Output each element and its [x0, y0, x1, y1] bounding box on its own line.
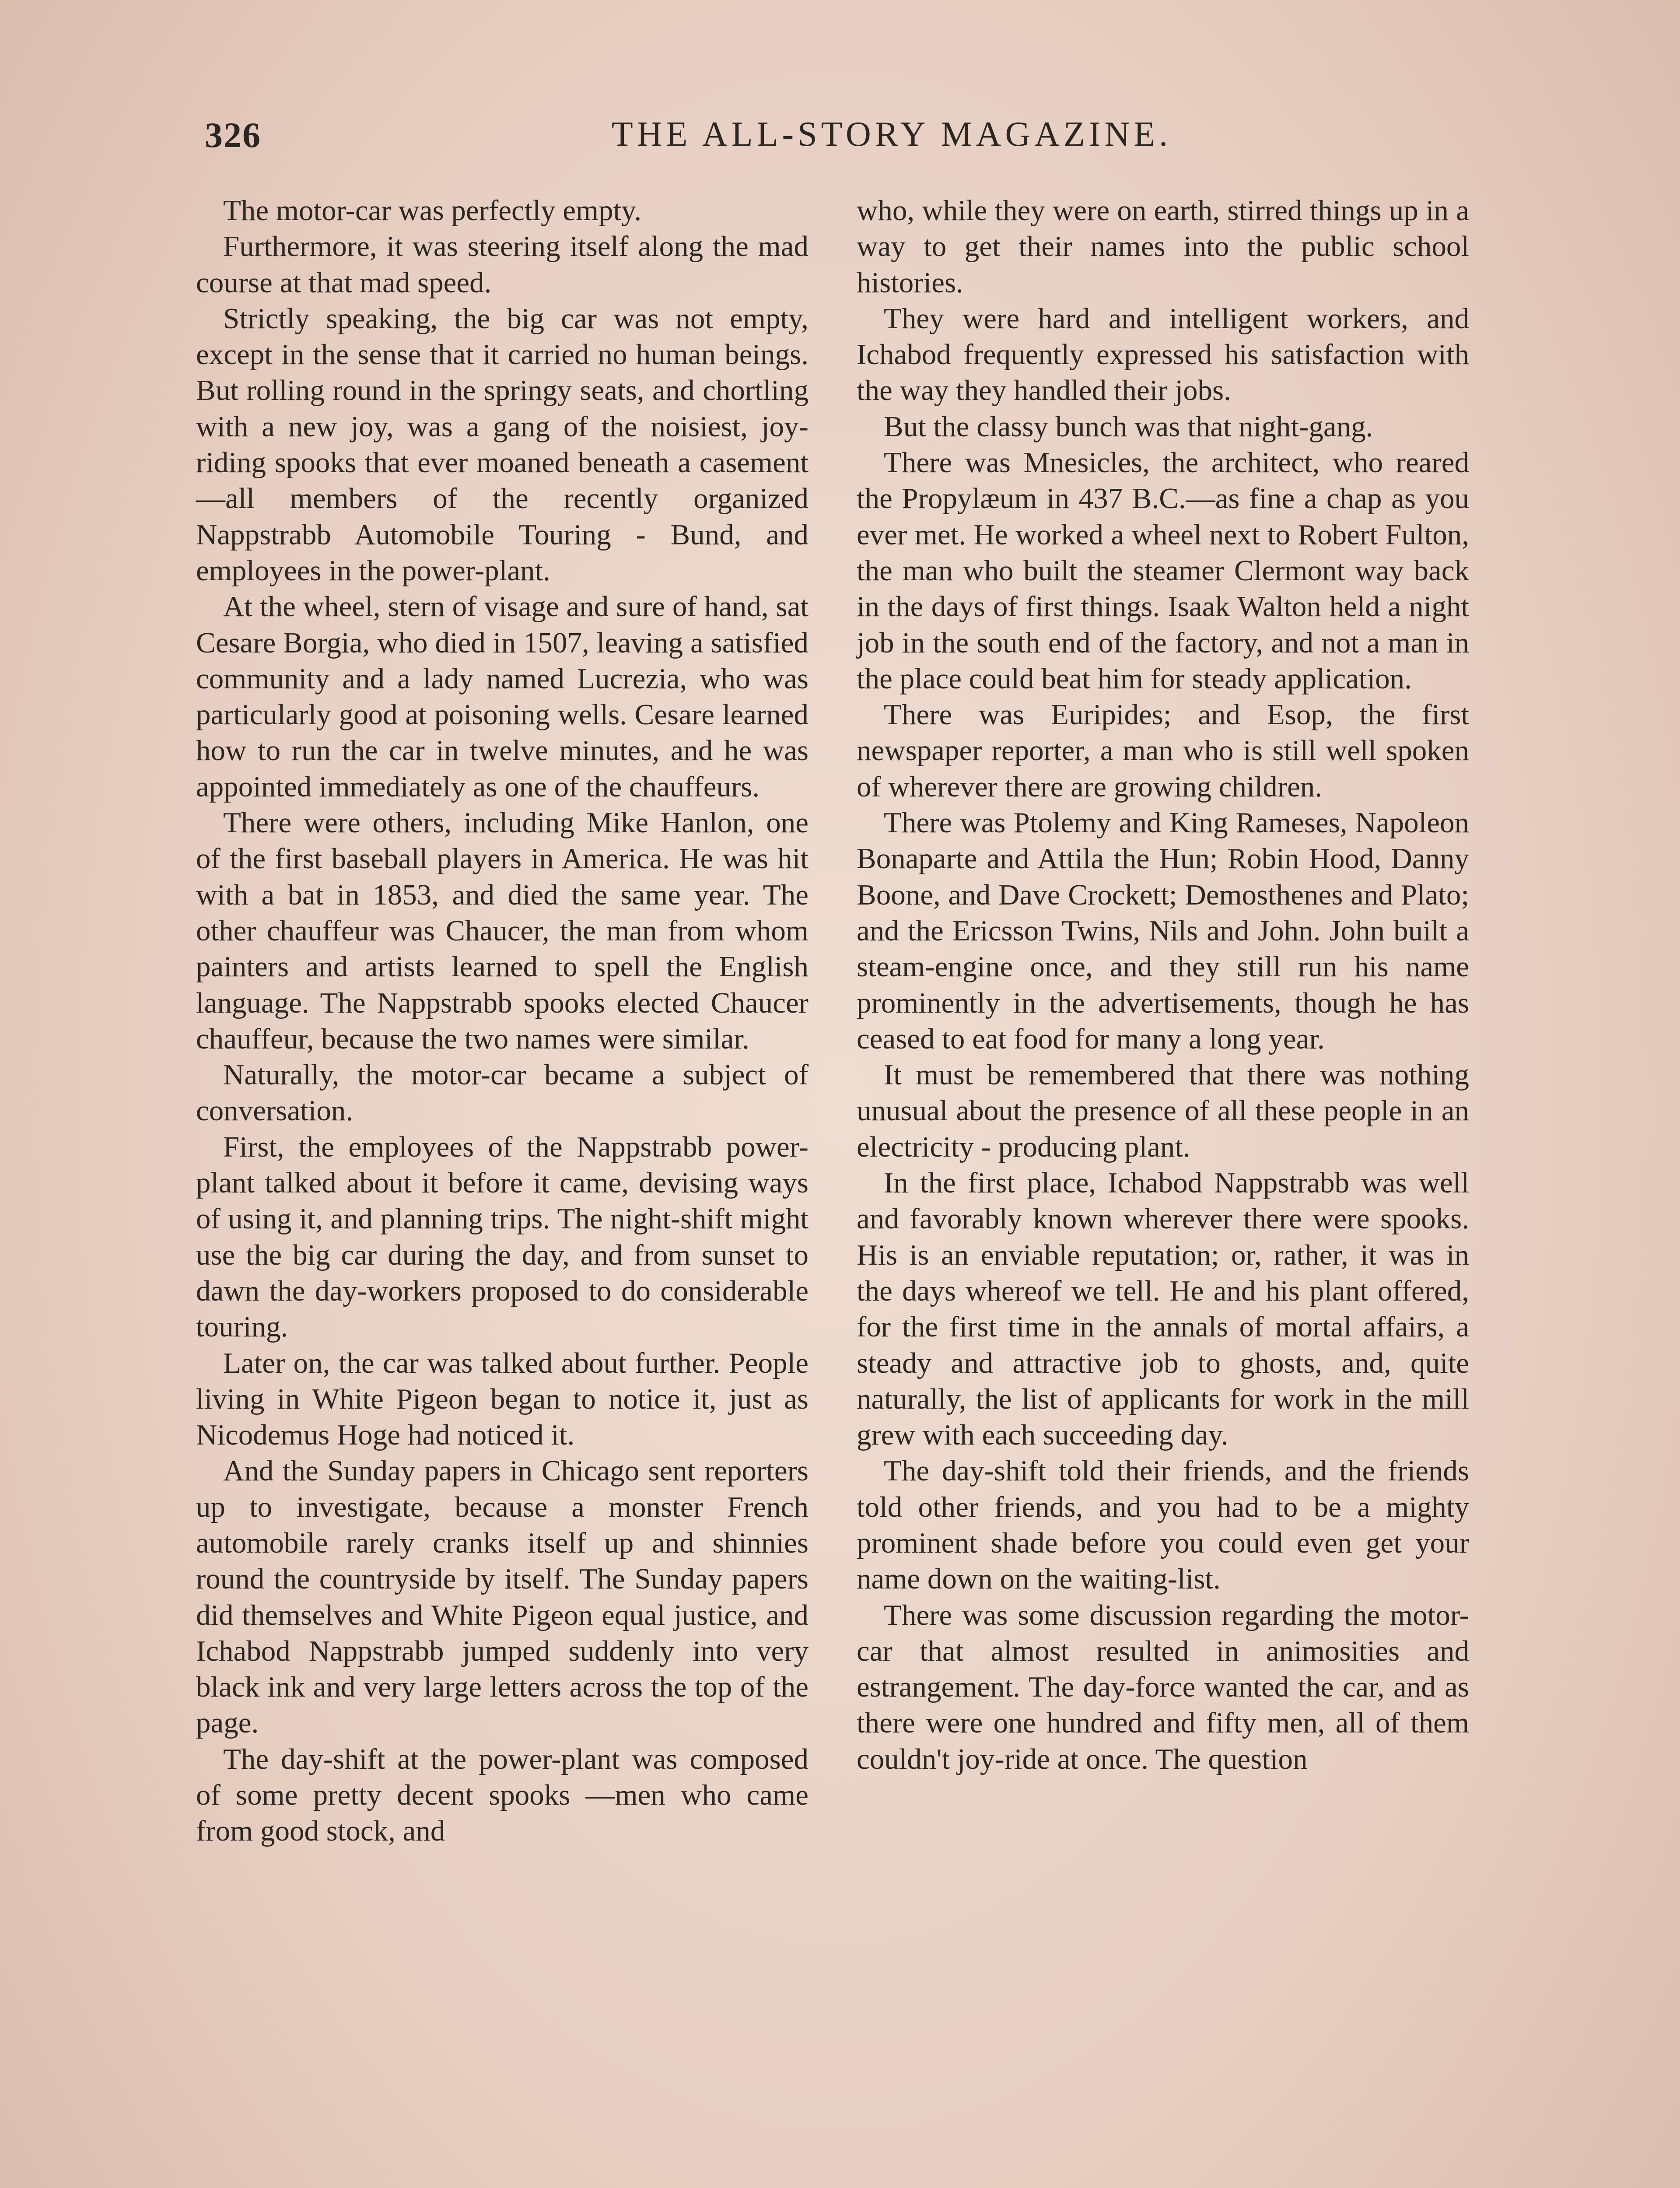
paragraph: There were others, including Mike Hanlon, one of the first baseball players in America. He was hit with a bat in 1853, and died the same year. The other chauffeur was Chaucer, the man from whom painters and artists learned to spell the English language. The Nappstrabb spooks elected Chaucer chauffeur, because the two names were similar. [196, 806, 808, 1055]
text-run: —as fine a chap as you ever met. He worked a wheel next to Robert Fulton, the man who built the steamer Clermont way back in the days of first things. Isaak Walton held a night job in the south end of the factory, and not a man in the place could beat him for steady application. [857, 482, 1469, 695]
paragraph: First, the employees of the Nappstrabb power-plant talked about it before it came, devising ways of using it, and planning trips. The night-shift might use the big car during the day, and from sunset to dawn the day-workers proposed to do considerable touring. [196, 1130, 808, 1343]
running-title: THE ALL-STORY MAGAZINE. [611, 115, 1172, 154]
paragraph: At the wheel, stern of visage and sure of hand, sat Cesare Borgia, who died in 1507, leaving a satisfied community and a lady named Lucrezia, who was particularly good at poisoning wells. Cesare learned how to run the car in twelve minutes, and he was appointed immediately as one of the chauffeurs. [196, 590, 808, 803]
text-run: There was Mnesicles, the architect, who reared the Propylæum in 437 [857, 446, 1469, 515]
paragraph: Later on, the car was talked about further. People living in White Pigeon began to notice it, just as Nicodemus Hoge had noticed it. [196, 1346, 808, 1452]
page-number: 326 [205, 115, 261, 155]
paragraph: There was Euripides; and Esop, the first newspaper reporter, a man who is still well spoken of wherever there are growing children. [857, 698, 1469, 803]
paragraph: Furthermore, it was steering itself along the mad course at that mad speed. [196, 230, 808, 299]
paragraph: They were hard and intelligent workers, and Ichabod frequently expressed his satisfaction with the way they handled their jobs. [857, 302, 1469, 407]
paragraph [857, 445, 1469, 697]
page-header [205, 115, 1578, 167]
paragraph: The day-shift told their friends, and the friends told other friends, and you had to be a mighty prominent shade before you could even get your name down on the waiting-list. [857, 1455, 1469, 1595]
era-abbreviation: B.C. [1132, 482, 1186, 515]
paragraph: There was some discussion regarding the motor-car that almost resulted in animosities and estrangement. The day-force wanted the car, and as there were one hundred and fifty men, all of them couldn't joy-ride at once. The question [857, 1599, 1469, 1775]
paragraph: It must be remembered that there was nothing unusual about the presence of all these people in an electricity - producing plant. [857, 1059, 1469, 1163]
paragraph: The motor-car was perfectly empty. [223, 194, 642, 227]
paragraph: who, while they were on earth, stirred things up in a way to get their names into the public school histories. [857, 194, 1469, 299]
paragraph: Strictly speaking, the big car was not empty, except in the sense that it carried no human beings. But rolling round in the springy seats, and chortling with a new joy, was a gang of the noisiest, joy-riding spooks that ever moaned beneath a casement—all members of the recently organized Nappstrabb Automobile Touring - Bund, and employees in the power-plant. [196, 302, 808, 587]
paragraph: Naturally, the motor-car became a subject of conversation. [196, 1059, 808, 1127]
right-column [857, 193, 1469, 1777]
paragraph: In the first place, Ichabod Nappstrabb was well and favorably known wherever there were spooks. His is an enviable reputation; or, rather, it was in the days whereof we tell. He and his plant offered, for the first time in the annals of mortal affairs, a steady and attractive job to ghosts, and, quite naturally, the list of applicants for work in the mill grew with each succeeding day. [857, 1167, 1469, 1452]
left-column [196, 193, 808, 1849]
paragraph: The day-shift at the power-plant was composed of some pretty decent spooks —men who came from good stock, and [196, 1743, 808, 1848]
paragraph: There was Ptolemy and King Rameses, Napoleon Bonaparte and Attila the Hun; Robin Hood, Danny Boone, and Dave Crockett; Demosthenes and Plato; and the Ericsson Twins, Nils and John. John built a steam-engine once, and they still run his name prominently in the advertisements, though he has ceased to eat food for many a long year. [857, 806, 1469, 1055]
paragraph: But the classy bunch was that night-gang. [884, 410, 1373, 443]
paragraph: And the Sunday papers in Chicago sent reporters up to investigate, because a monster French automobile rarely cranks itself up and shinnies round the countryside by itself. The Sunday papers did themselves and White Pigeon equal justice, and Ichabod Nappstrabb jumped suddenly into very black ink and very large letters across the top of the page. [196, 1455, 808, 1739]
